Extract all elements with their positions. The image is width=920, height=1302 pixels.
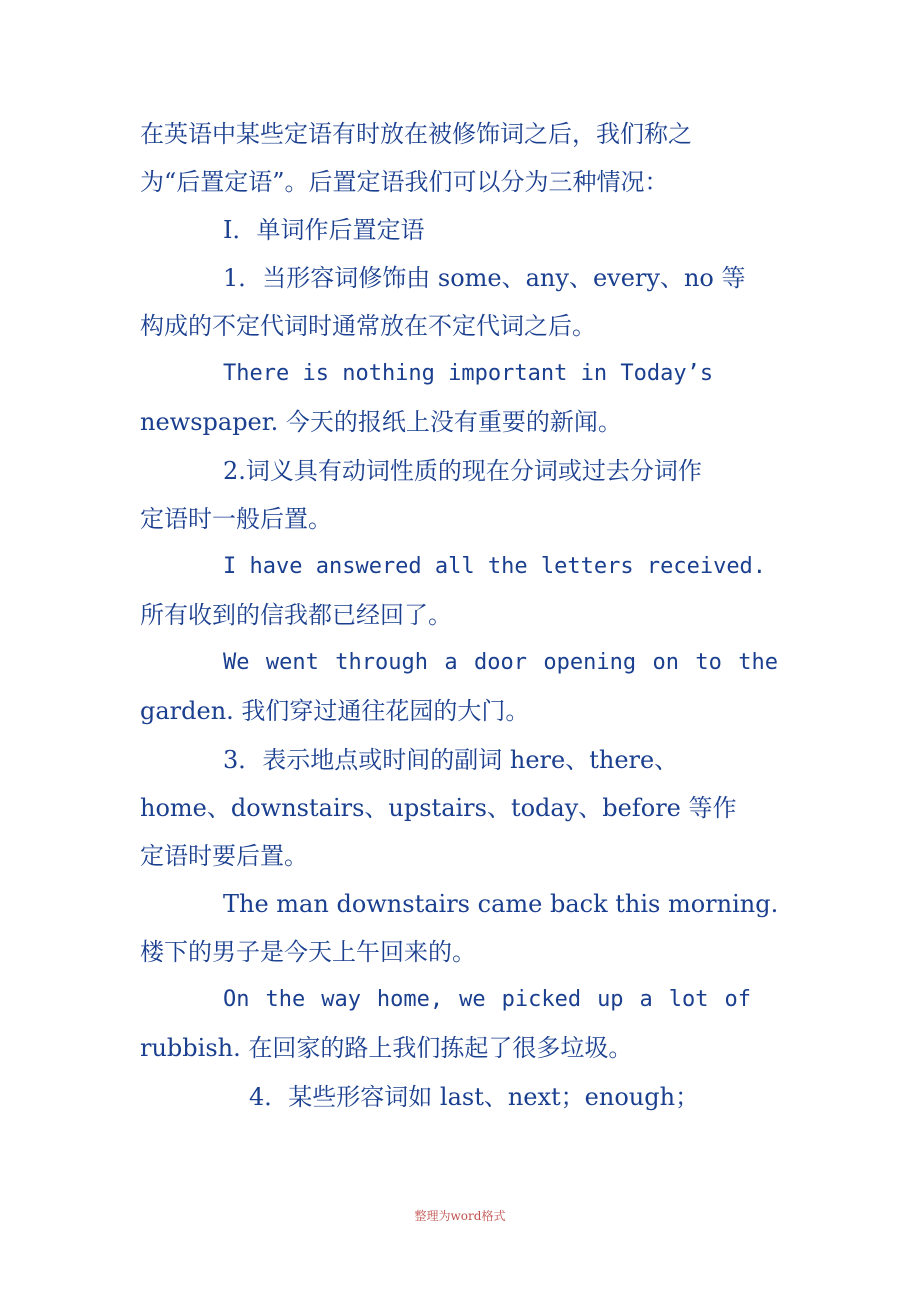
point-2-line-1: 2.词义具有动词性质的现在分词或过去分词作 xyxy=(223,457,702,485)
example-5-line-2: rubbish. 在回家的路上我们拣起了很多垃圾。 xyxy=(140,1034,633,1062)
point-3-line-2: home、downstairs、upstairs、today、before 等作 xyxy=(140,794,737,822)
example-3-line-1: We went through a door opening on to the xyxy=(223,650,778,675)
point-1-line-2: 构成的不定代词时通常放在不定代词之后。 xyxy=(140,312,596,340)
example-4: The man downstairs came back this morning. xyxy=(223,890,779,918)
example-5-line-1: On the way home, we picked up a lot of xyxy=(223,987,751,1012)
example-1-line-1: There is nothing important in Today’s xyxy=(223,361,714,386)
paragraph-line-1: 在英语中某些定语有时放在被修饰词之后，我们称之 xyxy=(140,120,692,148)
point-2-line-2: 定语时一般后置。 xyxy=(140,505,332,533)
point-3-line-1: 3．表示地点或时间的副词 here、there、 xyxy=(223,746,679,774)
point-1-line-1: 1．当形容词修饰由 some、any、every、no 等 xyxy=(223,264,746,292)
example-4-translation: 楼下的男子是今天上午回来的。 xyxy=(140,938,476,966)
example-3-line-2: garden. 我们穿过通往花园的大门。 xyxy=(140,697,530,725)
paragraph-line-2: 为“后置定语”。后置定语我们可以分为三种情况： xyxy=(140,168,669,196)
point-4-line-1: 4．某些形容词如 last、next；enough； xyxy=(249,1083,700,1111)
section-heading: I．单词作后置定语 xyxy=(223,216,425,244)
example-2: I have answered all the letters received. xyxy=(223,554,767,579)
example-2-translation: 所有收到的信我都已经回了。 xyxy=(140,601,452,629)
point-3-line-3: 定语时要后置。 xyxy=(140,842,308,870)
page-footer: 整理为word格式 xyxy=(414,1209,506,1223)
example-1-line-2: newspaper. 今天的报纸上没有重要的新闻。 xyxy=(140,408,622,436)
